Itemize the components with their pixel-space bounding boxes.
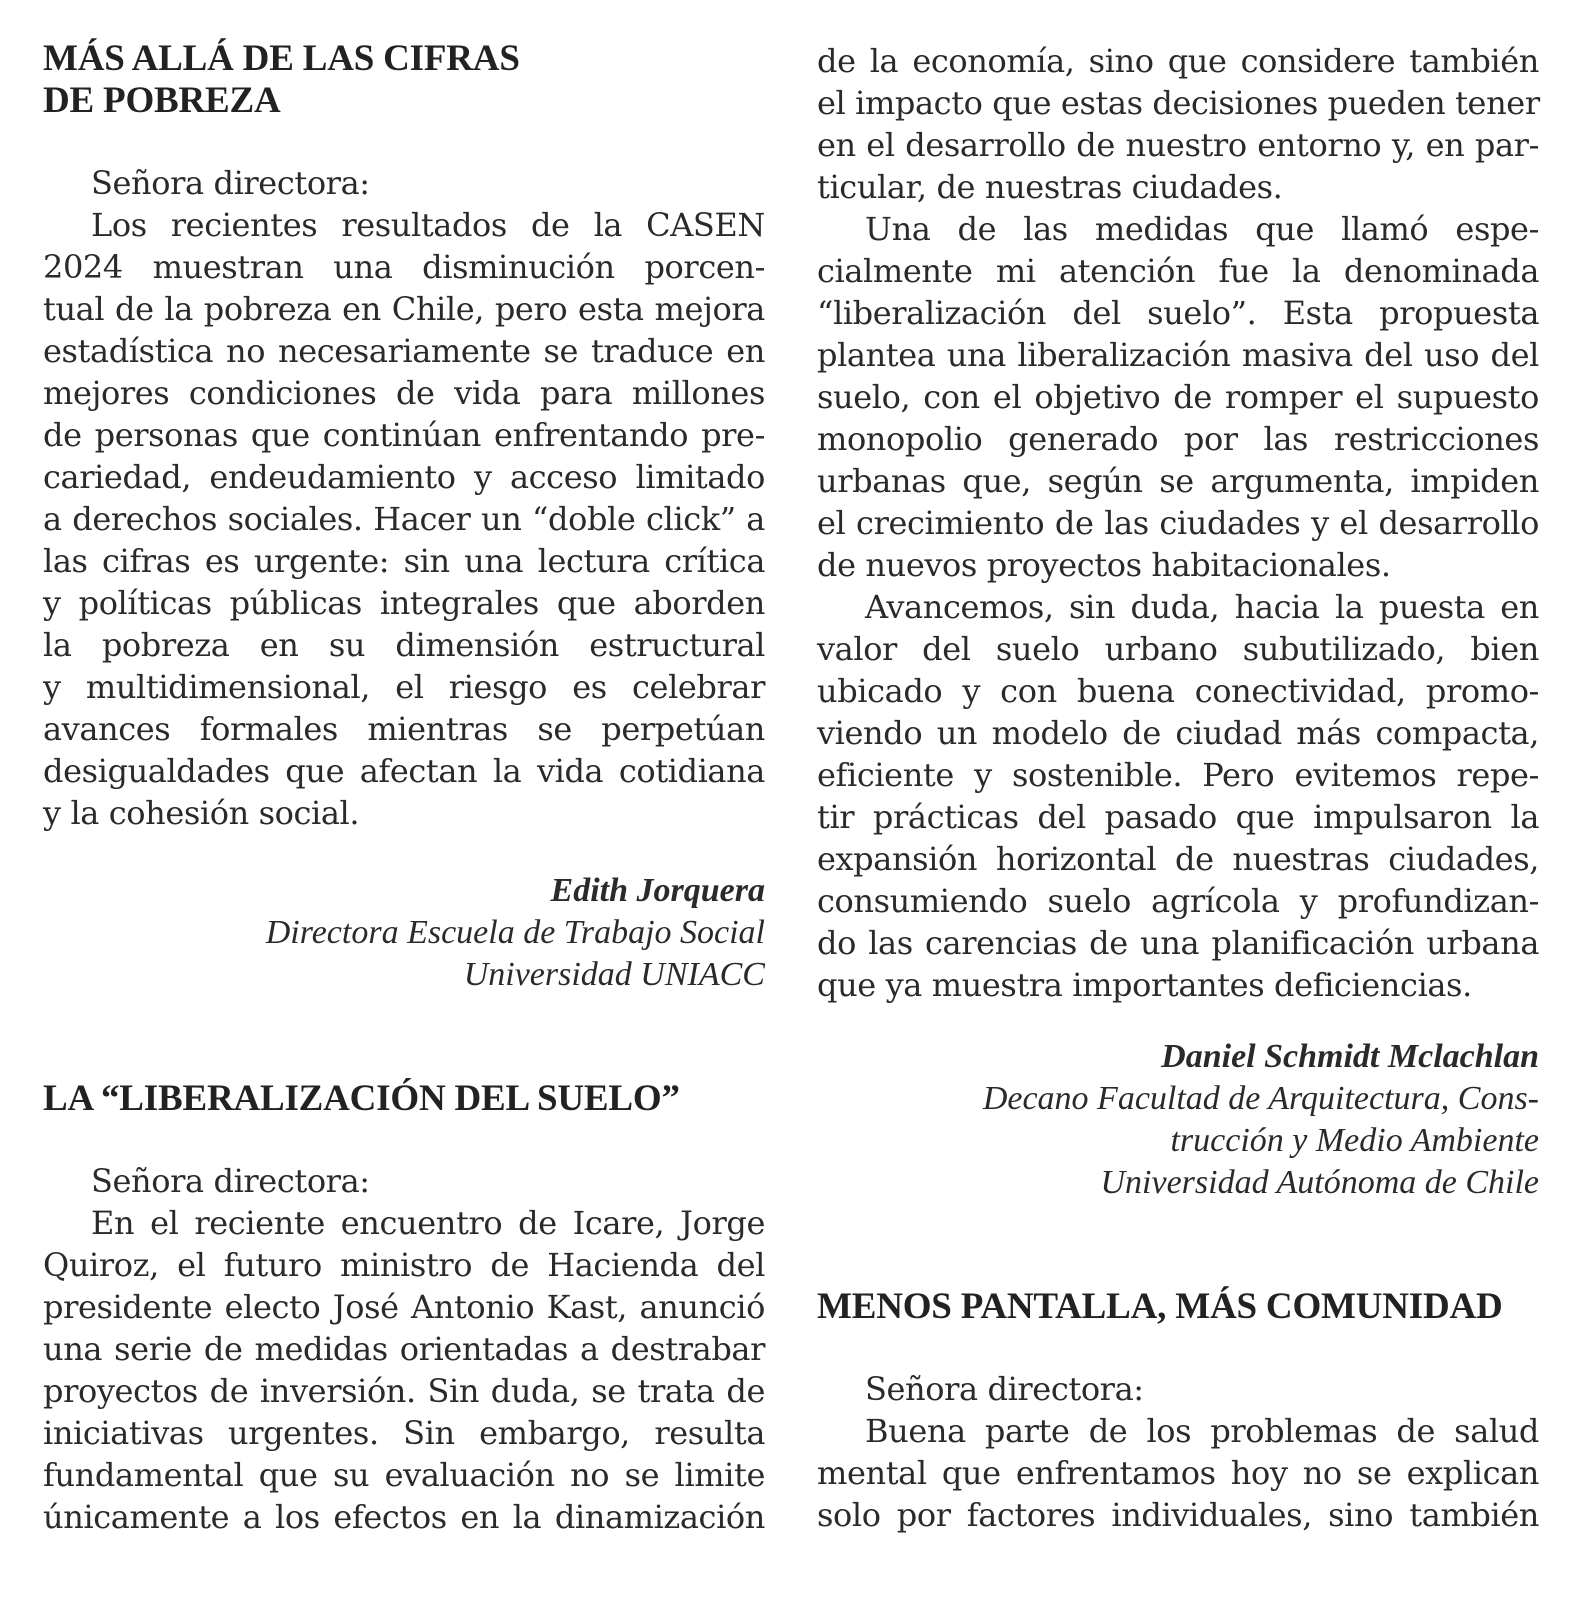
letter-1-body-line: las cifras es urgente: sin una lectura crítica (43, 542, 765, 580)
letter-2-body-line: viendo un modelo de ciudad más compacta, (817, 714, 1539, 752)
letter-2-body-line: plantea una liberalización masiva del uso del (817, 336, 1539, 374)
letter-1-body-line: Los recientes resultados de la CASEN (91, 206, 765, 244)
letter-2-body-line: expansión horizontal de nuestras ciudades, (817, 840, 1539, 878)
letter-2-body-line: suelo, con el objetivo de romper el supuesto (817, 378, 1539, 416)
letter-2-body-line: ubicado y con buena conectividad, promo- (817, 672, 1539, 710)
letter-2-signature-role: trucción y Medio Ambiente (1170, 1122, 1539, 1159)
letter-1-body-line: la pobreza en su dimensión estructural (43, 626, 765, 664)
letter-2-body-line: de la economía, sino que considere también (817, 42, 1539, 80)
letter-1-body-line: desigualdades que afectan la vida cotidiana (43, 752, 765, 790)
letter-1-body-line: y la cohesión social. (43, 794, 360, 832)
letter-1-title-line-1: MÁS ALLÁ DE LAS CIFRAS (43, 38, 520, 79)
letter-2-body-line: en el desarrollo de nuestro entorno y, en par- (817, 126, 1539, 164)
letter-2-body-line: únicamente a los efectos en la dinamización (43, 1498, 765, 1536)
letter-1-body-line: cariedad, endeudamiento y acceso limitado (43, 458, 765, 496)
letter-1-signature-role: Directora Escuela de Trabajo Social (265, 914, 765, 951)
letter-2-body-line: proyectos de inversión. Sin duda, se trata de (43, 1372, 765, 1410)
letter-1-body-line: tual de la pobreza en Chile, pero esta mejora (43, 290, 765, 328)
letter-2-body-line: valor del suelo urbano subutilizado, bien (817, 630, 1539, 668)
letter-2-body-line: urbanas que, según se argumenta, impiden (817, 462, 1539, 500)
letter-1-body-line: a derechos sociales. Hacer un “doble click” a (43, 500, 765, 538)
letter-2-body-line: una serie de medidas orientadas a destrabar (43, 1330, 765, 1368)
letter-2-body-line: En el reciente encuentro de Icare, Jorge (91, 1204, 765, 1242)
letter-2-body-line: el impacto que estas decisiones pueden tener (817, 84, 1540, 122)
letter-2-body-line: cialmente mi atención fue la denominada (817, 252, 1539, 290)
letter-2-title: LA “LIBERALIZACIÓN DEL SUELO” (43, 1078, 680, 1119)
letter-3-body-line: Buena parte de los problemas de salud (865, 1412, 1539, 1450)
letter-2-signature-role: Decano Facultad de Arquitectura, Cons- (982, 1080, 1539, 1117)
letter-2-body-line: de nuevos proyectos habitacionales. (817, 546, 1391, 584)
letter-3-body-line: solo por factores individuales, sino también (817, 1496, 1539, 1534)
letter-2-salutation: Señora directora: (91, 1162, 370, 1200)
letter-3-title: MENOS PANTALLA, MÁS COMUNIDAD (817, 1286, 1503, 1327)
letter-2-body-line: do las carencias de una planificación urbana (817, 924, 1539, 962)
letter-2-body-line: fundamental que su evaluación no se limite (43, 1456, 765, 1494)
letter-1-body-line: 2024 muestran una disminución porcen- (43, 248, 765, 286)
letter-1-body-line: estadística no necesariamente se traduce en (43, 332, 765, 370)
letter-1-body-line: mejores condiciones de vida para millones (43, 374, 765, 412)
letter-2-signature-name: Daniel Schmidt Mclachlan (1161, 1038, 1539, 1075)
letter-2-body-line: consumiendo suelo agrícola y profundizan- (817, 882, 1539, 920)
letter-2-body-line: monopolio generado por las restricciones (817, 420, 1539, 458)
letter-3-salutation: Señora directora: (865, 1370, 1144, 1408)
letter-2-body-line: iniciativas urgentes. Sin embargo, resulta (43, 1414, 765, 1452)
letter-1-salutation: Señora directora: (91, 164, 370, 202)
letter-1-signature-institution: Universidad UNIACC (463, 956, 765, 993)
letter-2-body-line: Una de las medidas que llamó espe- (865, 210, 1539, 248)
letter-2-body-line: que ya muestra importantes deficiencias. (817, 966, 1472, 1004)
letter-1-signature-name: Edith Jorquera (550, 872, 765, 909)
letter-1-body-line: y multidimensional, el riesgo es celebrar (43, 668, 765, 706)
letter-2-body-line: tir prácticas del pasado que impulsaron la (817, 798, 1539, 836)
letter-2-body-line: “liberalización del suelo”. Esta propuesta (817, 294, 1539, 332)
letter-2-body-line: ticular, de nuestras ciudades. (817, 168, 1283, 206)
letter-1-title-line-2: DE POBREZA (43, 80, 281, 121)
letter-2-body-line: el crecimiento de las ciudades y el desarrollo (817, 504, 1539, 542)
letter-1-body-line: avances formales mientras se perpetúan (43, 710, 765, 748)
letter-2-body-line: Avancemos, sin duda, hacia la puesta en (865, 588, 1539, 626)
letter-2-body-line: presidente electo José Antonio Kast, anunció (43, 1288, 765, 1326)
letter-2-body-line: Quiroz, el futuro ministro de Hacienda del (43, 1246, 765, 1284)
letter-2-signature-institution: Universidad Autónoma de Chile (1100, 1164, 1539, 1201)
letter-1-body-line: y políticas públicas integrales que aborden (43, 584, 765, 622)
letter-2-body-line: eficiente y sostenible. Pero evitemos repe- (817, 756, 1539, 794)
letter-3-body-line: mental que enfrentamos hoy no se explican (817, 1454, 1539, 1492)
letter-1-body-line: de personas que continúan enfrentando pre- (43, 416, 765, 454)
